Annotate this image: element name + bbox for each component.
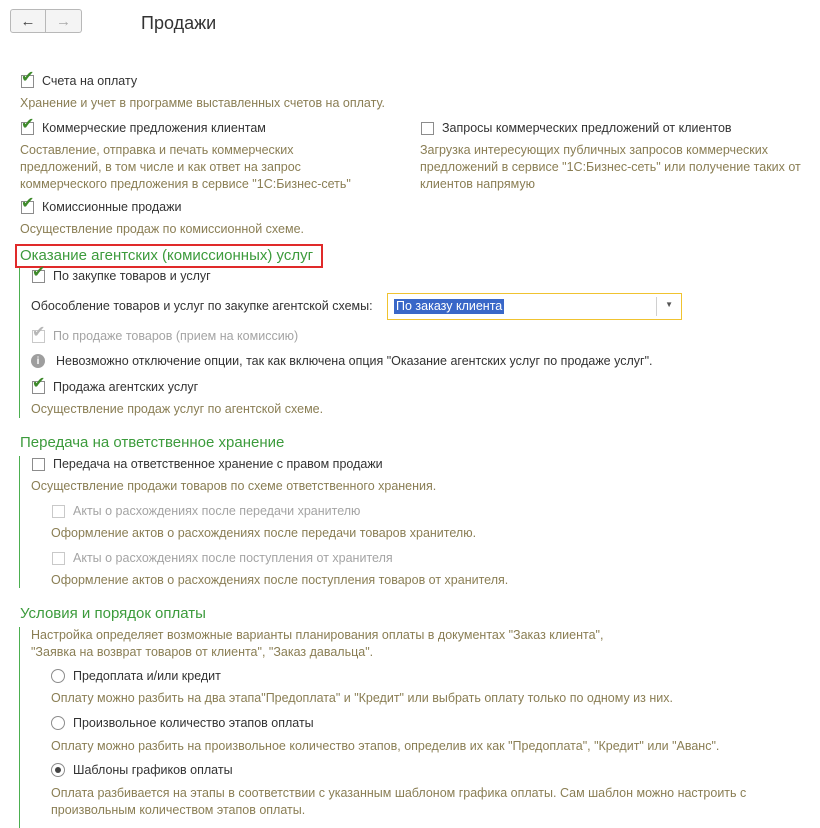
checkbox-box	[32, 263, 46, 283]
acts-after-receipt-checkbox[interactable]	[52, 551, 393, 565]
agent-sale-goods-label: По продаже товаров (прием на комиссию)	[53, 329, 299, 343]
radio-circle	[51, 716, 65, 730]
navigation-buttons	[10, 9, 84, 35]
description-line: Загрузка интересующих публичных запросов коммерческих	[420, 143, 768, 157]
checkmark-icon: ✔	[21, 68, 35, 86]
checkmark-icon: ✔	[32, 263, 46, 281]
commercial-offers-description	[20, 142, 351, 193]
payment-section-title: Условия и порядок оплаты	[20, 605, 206, 622]
payment-option-description: Оплату можно разбить на произвольное количество этапов, определив их как "Предоплата", "Кредит" или "Аванс".	[51, 739, 720, 753]
separation-select-value: По заказу клиента	[396, 299, 503, 313]
invoices-checkbox[interactable]	[21, 68, 138, 88]
checkbox-box	[32, 458, 45, 471]
info-icon: i	[31, 354, 45, 368]
page-title: Продажи	[141, 13, 217, 33]
acts-after-receipt-label: Акты о расхождениях после поступления от хранителя	[73, 551, 393, 565]
checkbox-box	[52, 505, 65, 518]
forward-button[interactable]	[46, 9, 82, 33]
storage-transfer-checkbox[interactable]	[32, 457, 383, 471]
description-line: клиентов напрямую	[420, 177, 535, 191]
payment-option-schedule-templates[interactable]	[51, 763, 233, 777]
chevron-down-icon[interactable]: ▼	[665, 300, 673, 309]
checkbox-box	[421, 122, 434, 135]
offer-requests-checkbox[interactable]	[421, 121, 732, 135]
agent-purchase-label: По закупке товаров и услуг	[53, 269, 211, 283]
agent-sale-goods-checkbox[interactable]	[32, 323, 299, 343]
storage-transfer-label: Передача на ответственное хранение с правом продажи	[53, 457, 383, 471]
arrow-left-icon: ←	[20, 12, 36, 30]
back-button[interactable]	[10, 9, 46, 33]
agent-sale-services-checkbox[interactable]	[32, 374, 199, 394]
commission-sales-description: Осуществление продаж по комиссионной схеме.	[20, 222, 304, 236]
commercial-offers-checkbox[interactable]	[21, 115, 266, 135]
acts-after-receipt-description: Оформление актов о расхождениях после поступления товаров от хранителя.	[51, 573, 509, 587]
checkbox-box	[52, 552, 65, 565]
payment-option-prepay-credit[interactable]	[51, 669, 221, 683]
description-line: произвольным количеством этапов оплаты.	[51, 803, 306, 817]
description-line: предложений, в том числе и как ответ на запрос	[20, 160, 301, 174]
radio-circle	[51, 669, 65, 683]
description-line: Настройка определяет возможные варианты планирования оплаты в документах "Заказ клиента",	[31, 628, 604, 642]
checkmark-icon: ✔	[32, 374, 46, 392]
commission-sales-checkbox[interactable]	[21, 194, 182, 214]
checkmark-icon: ✔	[32, 323, 46, 341]
description-line: "Заявка на возврат товаров от клиента", "Заказ давальца".	[31, 645, 374, 659]
description-line: Оплата разбивается на этапы в соответствии с указанным шаблоном графика оплаты. Сам шаблон можно настроить с	[51, 786, 747, 800]
checkmark-icon: ✔	[21, 115, 35, 133]
payment-option-description: Оплату можно разбить на два этапа"Предоплата" и "Кредит" или выбрать оплату только по одному из них.	[51, 691, 673, 705]
select-divider	[656, 297, 657, 316]
checkmark-icon: ✔	[21, 194, 35, 212]
checkbox-box	[21, 68, 35, 88]
payment-option-label: Предоплата и/или кредит	[73, 669, 221, 683]
acts-after-transfer-label: Акты о расхождениях после передачи хранителю	[73, 504, 361, 518]
commission-sales-label: Комиссионные продажи	[42, 200, 182, 214]
arrow-right-icon: →	[56, 12, 71, 30]
payment-option-description	[51, 785, 746, 819]
agent-info-text: Невозможно отключение опции, так как включена опция "Оказание агентских услуг по продаже услуг".	[56, 354, 653, 368]
commercial-offers-label: Коммерческие предложения клиентам	[42, 121, 266, 135]
storage-section-line	[19, 456, 20, 588]
agent-sale-services-label: Продажа агентских услуг	[53, 380, 199, 394]
radio-selected-dot	[55, 767, 61, 773]
invoices-description: Хранение и учет в программе выставленных счетов на оплату.	[20, 96, 385, 110]
offer-requests-description	[420, 142, 801, 193]
payment-option-label: Произвольное количество этапов оплаты	[73, 716, 314, 730]
checkbox-box	[21, 194, 35, 214]
agent-info-row	[31, 354, 652, 368]
payment-option-label: Шаблоны графиков оплаты	[73, 763, 233, 777]
payment-intro	[31, 627, 603, 661]
checkbox-box	[21, 115, 35, 135]
description-line: предложений в сервисе "1С:Бизнес-сеть" или получение таких от	[420, 160, 801, 174]
agent-section-title: Оказание агентских (комиссионных) услуг	[20, 247, 314, 264]
checkbox-box	[32, 374, 46, 394]
invoices-label: Счета на оплату	[42, 74, 138, 88]
description-line: Составление, отправка и печать коммерческих	[20, 143, 294, 157]
acts-after-transfer-description: Оформление актов о расхождениях после передачи товаров хранителю.	[51, 526, 477, 540]
description-line: коммерческого предложения в сервисе "1С:Бизнес-сеть"	[20, 177, 351, 191]
payment-option-arbitrary-stages[interactable]	[51, 716, 314, 730]
agent-section-line	[19, 268, 20, 418]
agent-purchase-checkbox[interactable]	[32, 263, 211, 283]
storage-transfer-description: Осуществление продажи товаров по схеме ответственного хранения.	[31, 479, 437, 493]
acts-after-transfer-checkbox[interactable]	[52, 504, 360, 518]
storage-section-title: Передача на ответственное хранение	[20, 434, 285, 451]
payment-section-line	[19, 627, 20, 828]
radio-circle	[51, 763, 65, 777]
separation-label: Обособление товаров и услуг по закупке агентской схемы:	[31, 299, 373, 313]
separation-select[interactable]	[387, 293, 682, 320]
agent-section-description: Осуществление продаж услуг по агентской схеме.	[31, 402, 324, 416]
checkbox-box	[32, 323, 46, 343]
offer-requests-label: Запросы коммерческих предложений от клиентов	[442, 121, 732, 135]
